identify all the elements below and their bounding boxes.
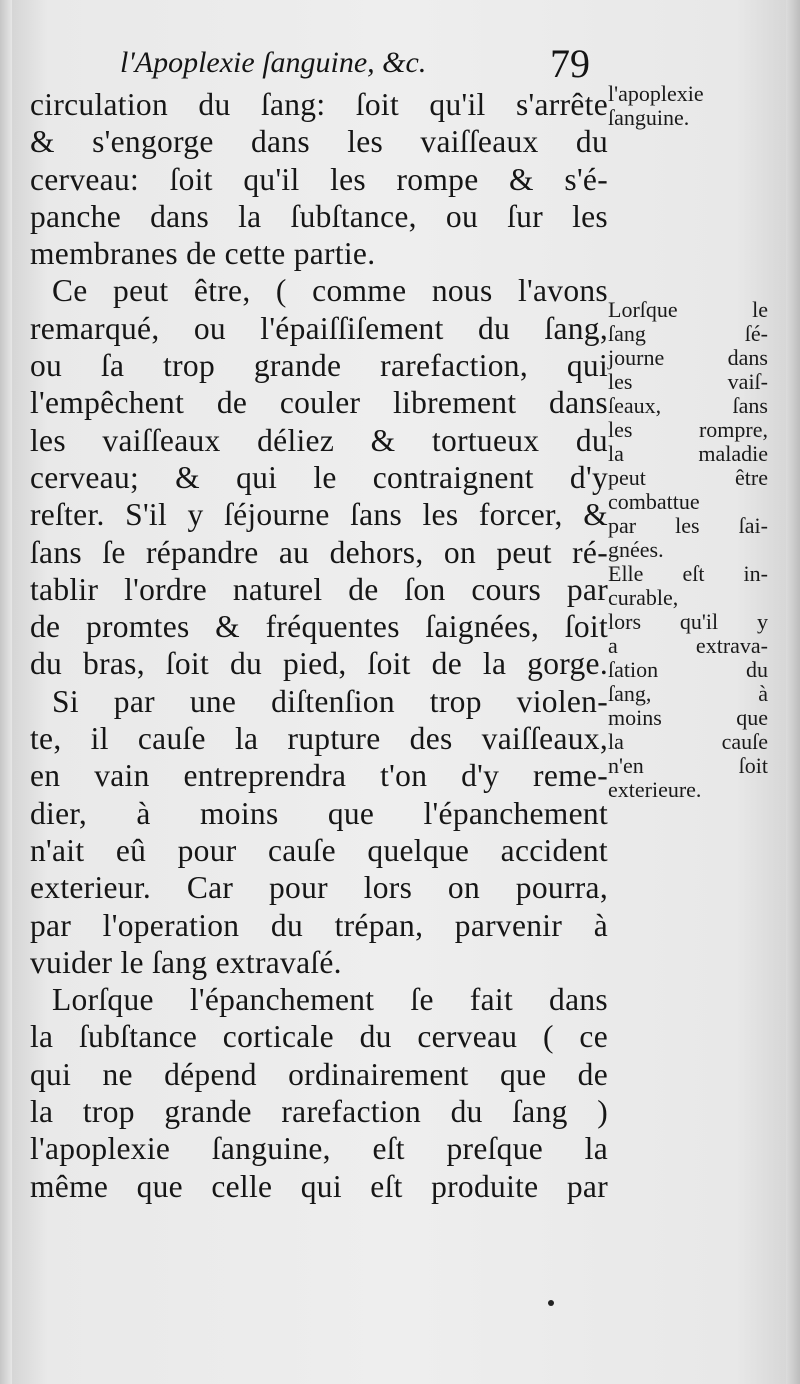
running-title: l'Apoplexie ſanguine, &c. — [120, 46, 427, 79]
margin-note-line: ſanguine. — [608, 105, 690, 130]
text-line: du bras, ſoit du pied, ſoit de la gorge. — [30, 646, 608, 682]
text-line: l'apoplexie ſanguine, eſt preſque la — [30, 1131, 608, 1167]
text-line: les vaiſſeaux déliez & tortueux du — [30, 422, 608, 458]
margin-note-line: les rompre, — [608, 417, 768, 442]
text-line: tablir l'ordre naturel de ſon cours par — [30, 571, 608, 607]
margin-note-line: a extrava- — [608, 633, 768, 658]
text-line: même que celle qui eſt produite par — [30, 1168, 608, 1204]
margin-note-line: ſang ſé- — [608, 321, 768, 346]
margin-note-line: peut être — [608, 465, 768, 490]
margin-note-line: la maladie — [608, 441, 768, 466]
text-line: la trop grande rarefaction du ſang ) — [30, 1094, 608, 1130]
page-number: 79 — [550, 41, 590, 86]
margin-note-line: ſation du — [608, 657, 768, 682]
text-line: par l'operation du trépan, parvenir à — [30, 907, 608, 943]
margin-note-line: la cauſe — [608, 729, 768, 754]
text-line: vuider le ſang extravaſé. — [30, 944, 342, 980]
margin-note-apoplexie — [608, 82, 768, 130]
margin-note-line: l'apoplexie — [608, 81, 704, 106]
text-line: la ſubſtance corticale du cerveau ( ce — [30, 1019, 608, 1055]
text-line: Ce peut être, ( comme nous l'avons — [52, 273, 608, 309]
text-line: en vain entreprendra t'on d'y reme- — [30, 758, 608, 794]
text-line: te, il cauſe la rupture des vaiſſeaux, — [30, 721, 608, 757]
margin-note-treatment — [608, 298, 768, 802]
ink-speck — [548, 1300, 554, 1306]
text-line: n'ait eû pour cauſe quelque accident — [30, 832, 608, 868]
text-line: exterieur. Car pour lors on pourra, — [30, 870, 608, 906]
page-left-edge — [0, 0, 12, 1384]
margin-note-line: curable, — [608, 585, 679, 610]
margin-note-line: ſeaux, ſans — [608, 393, 768, 418]
text-line: dier, à moins que l'épanchement — [30, 795, 608, 831]
text-line: remarqué, ou l'épaiſſiſement du ſang, — [30, 310, 608, 346]
page-header — [120, 40, 600, 90]
text-line: Si par une diſtenſion trop violen- — [52, 683, 608, 719]
margin-note-line: ſang, à — [608, 681, 768, 706]
text-line: ou ſa trop grande rarefaction, qui — [30, 348, 608, 384]
text-line: ſans ſe répandre au dehors, on peut ré- — [30, 534, 608, 570]
margin-note-line: Lorſque le — [608, 297, 768, 322]
text-line: Lorſque l'épanchement ſe fait dans — [52, 982, 608, 1018]
page-right-edge — [786, 0, 800, 1384]
margin-note-line: les vaiſ- — [608, 369, 768, 394]
margin-note-line: lors qu'il y — [608, 609, 768, 634]
margin-note-line: gnées. — [608, 537, 664, 562]
margin-note-line: par les ſai- — [608, 513, 768, 538]
text-line: cerveau: ſoit qu'il les rompe & s'é- — [30, 161, 608, 197]
text-line: panche dans la ſubſtance, ou ſur les — [30, 198, 608, 234]
margin-note-line: combattue — [608, 489, 700, 514]
text-line: l'empêchent de couler librement dans — [30, 385, 608, 421]
text-line: cerveau; & qui le contraignent d'y — [30, 459, 608, 495]
margin-note-line: moins que — [608, 705, 768, 730]
margin-note-line: n'en ſoit — [608, 753, 768, 778]
text-line: membranes de cette partie. — [30, 236, 376, 272]
main-text-column — [30, 86, 608, 1205]
text-line: & s'engorge dans les vaiſſeaux du — [30, 124, 608, 160]
margin-note-line: journe dans — [608, 345, 768, 370]
text-line: reſter. S'il y ſéjourne ſans les forcer, & — [30, 497, 608, 533]
text-line: circulation du ſang: ſoit qu'il s'arrête — [30, 87, 608, 122]
margin-note-line: Elle eſt in- — [608, 561, 768, 586]
text-line: de promtes & fréquentes ſaignées, ſoit — [30, 609, 608, 645]
text-line: qui ne dépend ordinairement que de — [30, 1056, 608, 1092]
margin-note-line: exterieure. — [608, 777, 702, 802]
